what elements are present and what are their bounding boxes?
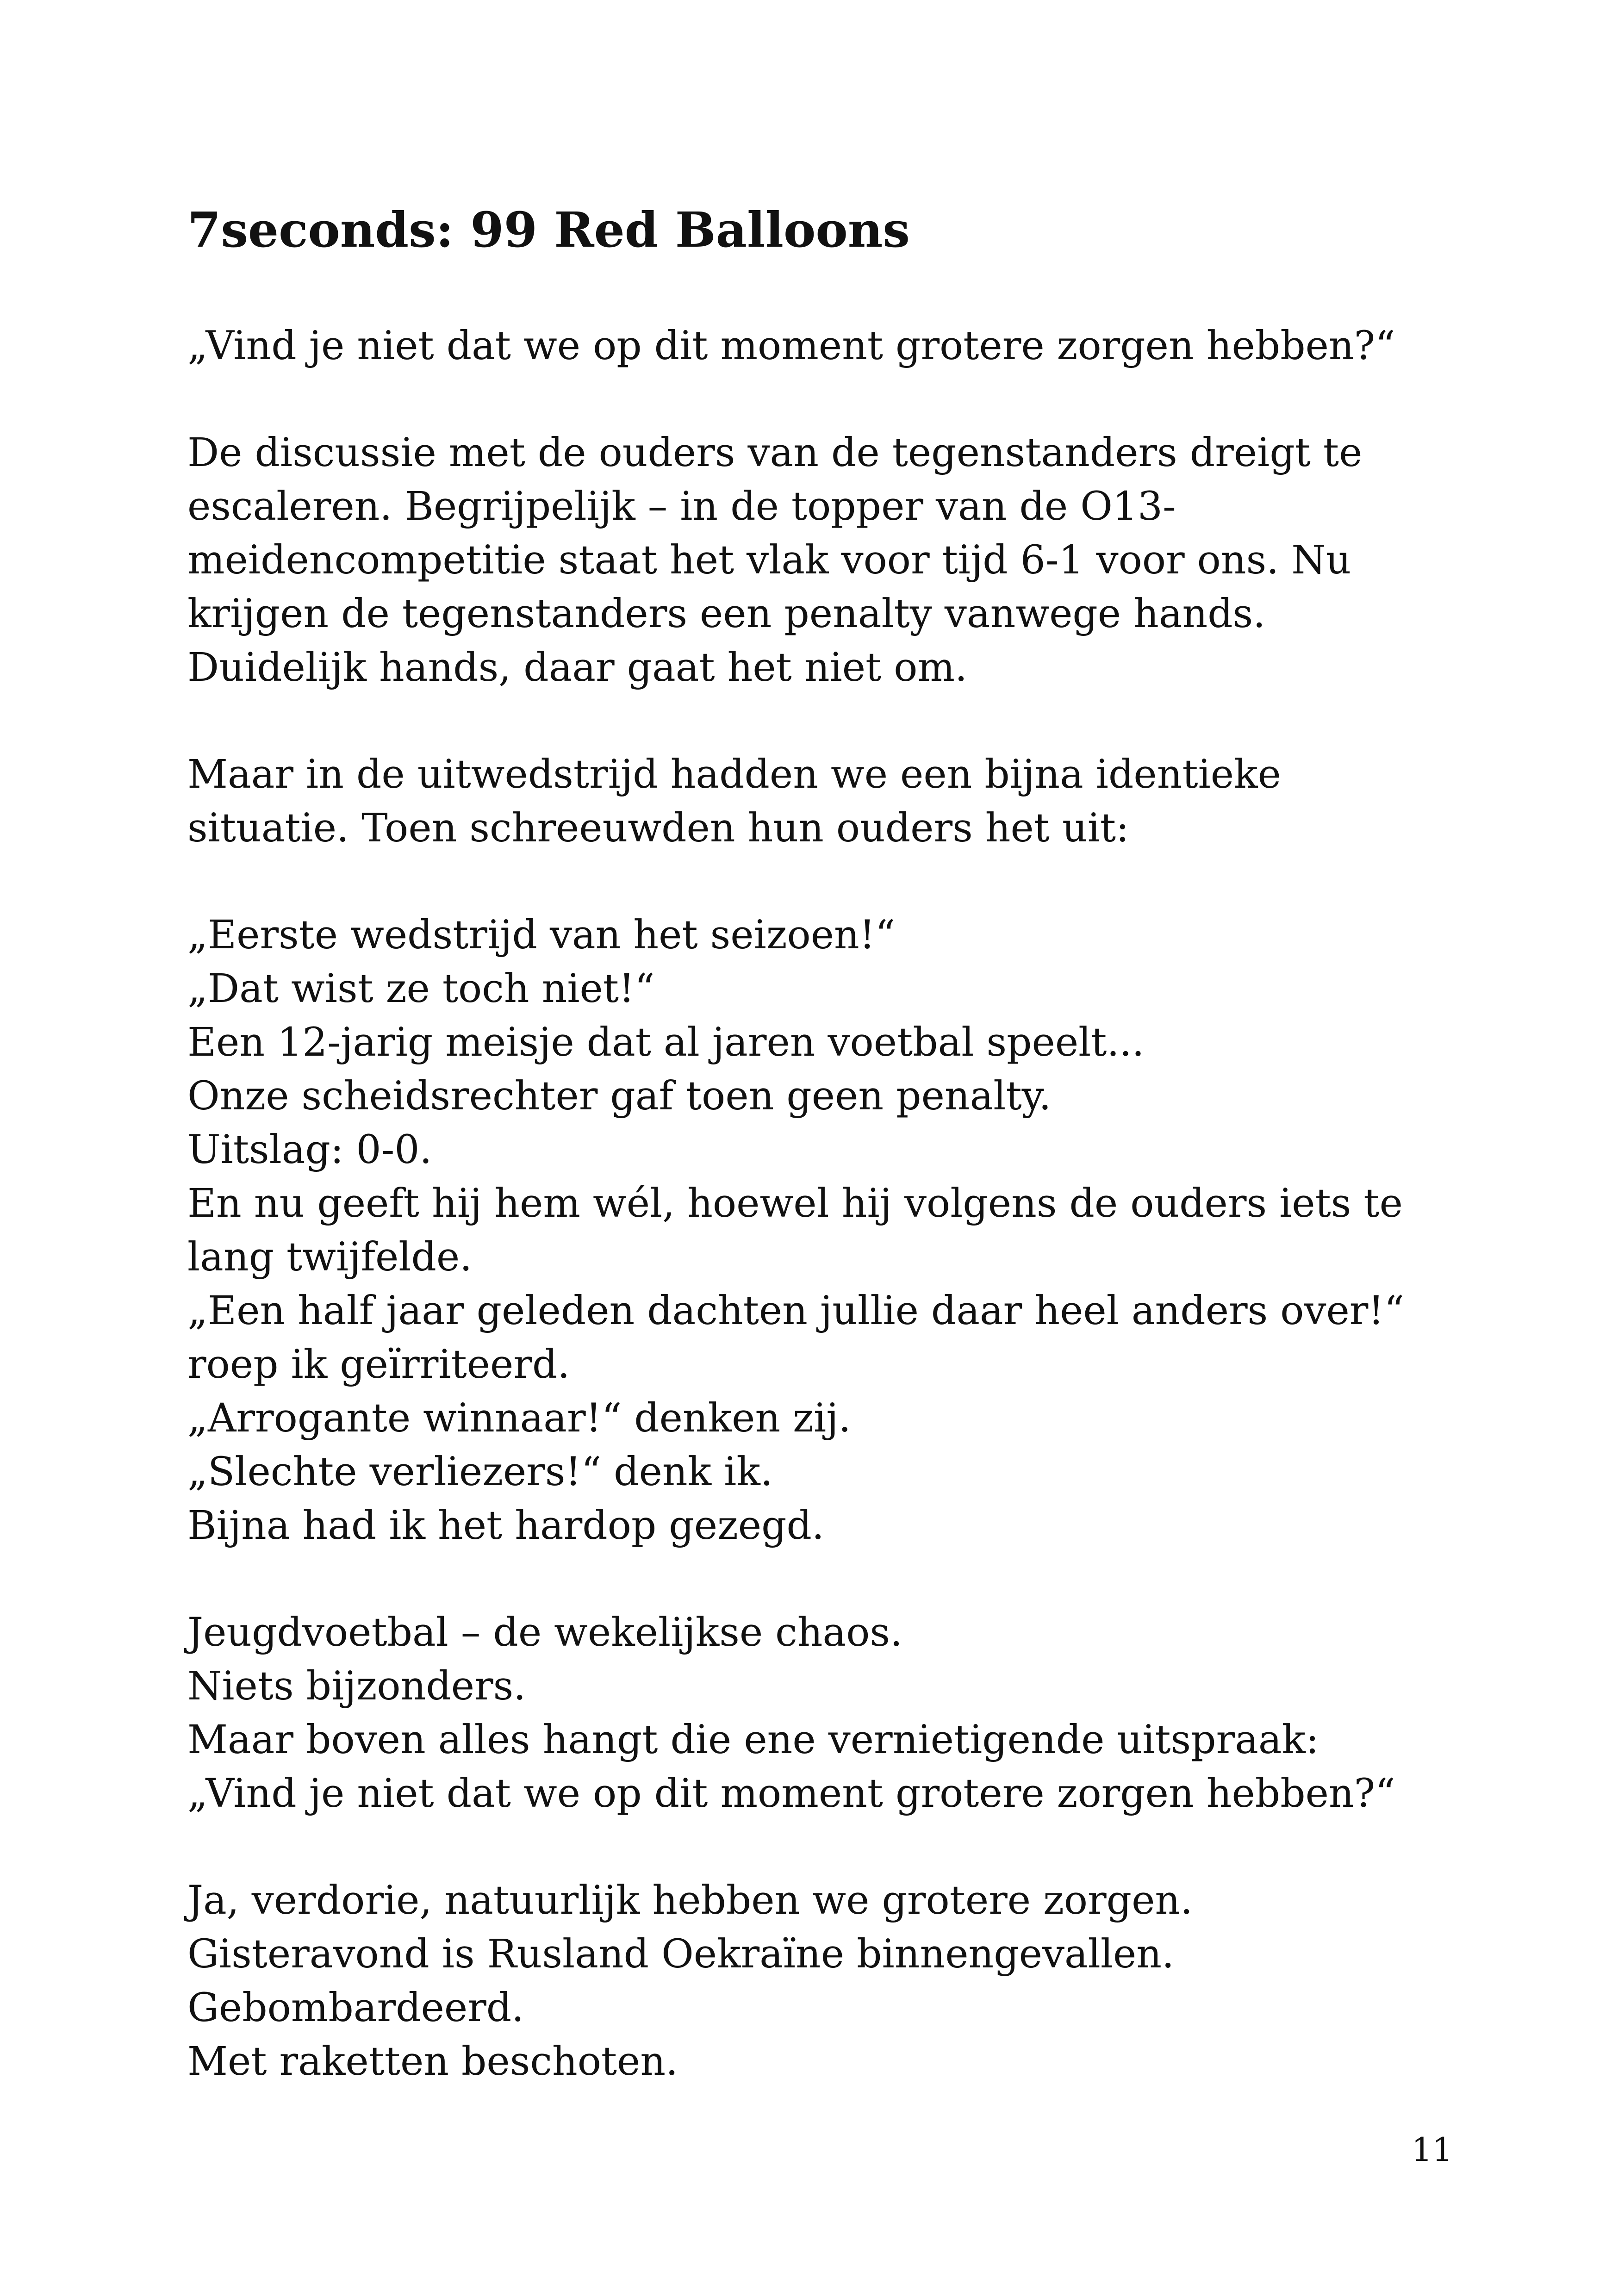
text-line: situatie. Toen schreeuwden hun ouders het uit: xyxy=(187,805,1129,851)
text-line: lang twijfelde. xyxy=(187,1234,473,1280)
page-number: 11 xyxy=(1412,2131,1453,2169)
text-line: meidencompetitie staat het vlak voor tijd 6-1 voor ons. Nu xyxy=(187,537,1351,583)
text-line: escaleren. Begrijpelijk – in de topper van de O13- xyxy=(187,484,1176,529)
text-line: „Vind je niet dat we op dit moment grotere zorgen hebben?“ xyxy=(187,1771,1395,1817)
text-line: „Slechte verliezers!“ denk ik. xyxy=(187,1449,773,1495)
text-line: Maar in de uitwedstrijd hadden we een bijna identieke xyxy=(187,752,1281,797)
text-line: Een 12-jarig meisje dat al jaren voetbal speelt... xyxy=(187,1020,1145,1065)
chapter-title: 7seconds: 99 Red Balloons xyxy=(187,201,910,258)
text-line: roep ik geïrriteerd. xyxy=(187,1342,570,1388)
text-line: En nu geeft hij hem wél, hoewel hij volgens de ouders iets te xyxy=(187,1181,1403,1226)
text-line: De discussie met de ouders van de tegenstanders dreigt te xyxy=(187,430,1363,476)
paragraph xyxy=(187,1874,1437,2089)
paragraph xyxy=(187,1606,1437,1821)
text-line: Bijna had ik het hardop gezegd. xyxy=(187,1503,824,1549)
text-line: Gisteravond is Rusland Oekraïne binnengevallen. xyxy=(187,1931,1175,1977)
text-line: Jeugdvoetbal – de wekelijkse chaos. xyxy=(187,1610,903,1655)
text-line: Gebombardeerd. xyxy=(187,1985,524,2031)
text-line: Onze scheidsrechter gaf toen geen penalty. xyxy=(187,1073,1052,1119)
paragraph xyxy=(187,908,1437,1553)
text-line: „Vind je niet dat we op dit moment grotere zorgen hebben?“ xyxy=(187,323,1395,369)
text-line: Uitslag: 0-0. xyxy=(187,1127,432,1173)
text-line: Met raketten beschoten. xyxy=(187,2039,678,2084)
text-line: krijgen de tegenstanders een penalty vanwege hands. xyxy=(187,591,1266,637)
body-text xyxy=(187,319,1437,2142)
text-line: „Arrogante winnaar!“ denken zij. xyxy=(187,1395,851,1441)
text-line: „Een half jaar geleden dachten jullie daar heel anders over!“ xyxy=(187,1288,1405,1334)
text-line: Ja, verdorie, natuurlijk hebben we grotere zorgen. xyxy=(187,1878,1193,1923)
text-line: „Dat wist ze toch niet!“ xyxy=(187,966,655,1012)
text-line: Niets bijzonders. xyxy=(187,1663,526,1709)
paragraph xyxy=(187,748,1437,855)
text-line: „Eerste wedstrijd van het seizoen!“ xyxy=(187,912,896,958)
paragraph xyxy=(187,426,1437,695)
text-line: Duidelijk hands, daar gaat het niet om. xyxy=(187,645,968,691)
text-line: Maar boven alles hangt die ene vernietigende uitspraak: xyxy=(187,1717,1319,1763)
paragraph xyxy=(187,319,1437,373)
